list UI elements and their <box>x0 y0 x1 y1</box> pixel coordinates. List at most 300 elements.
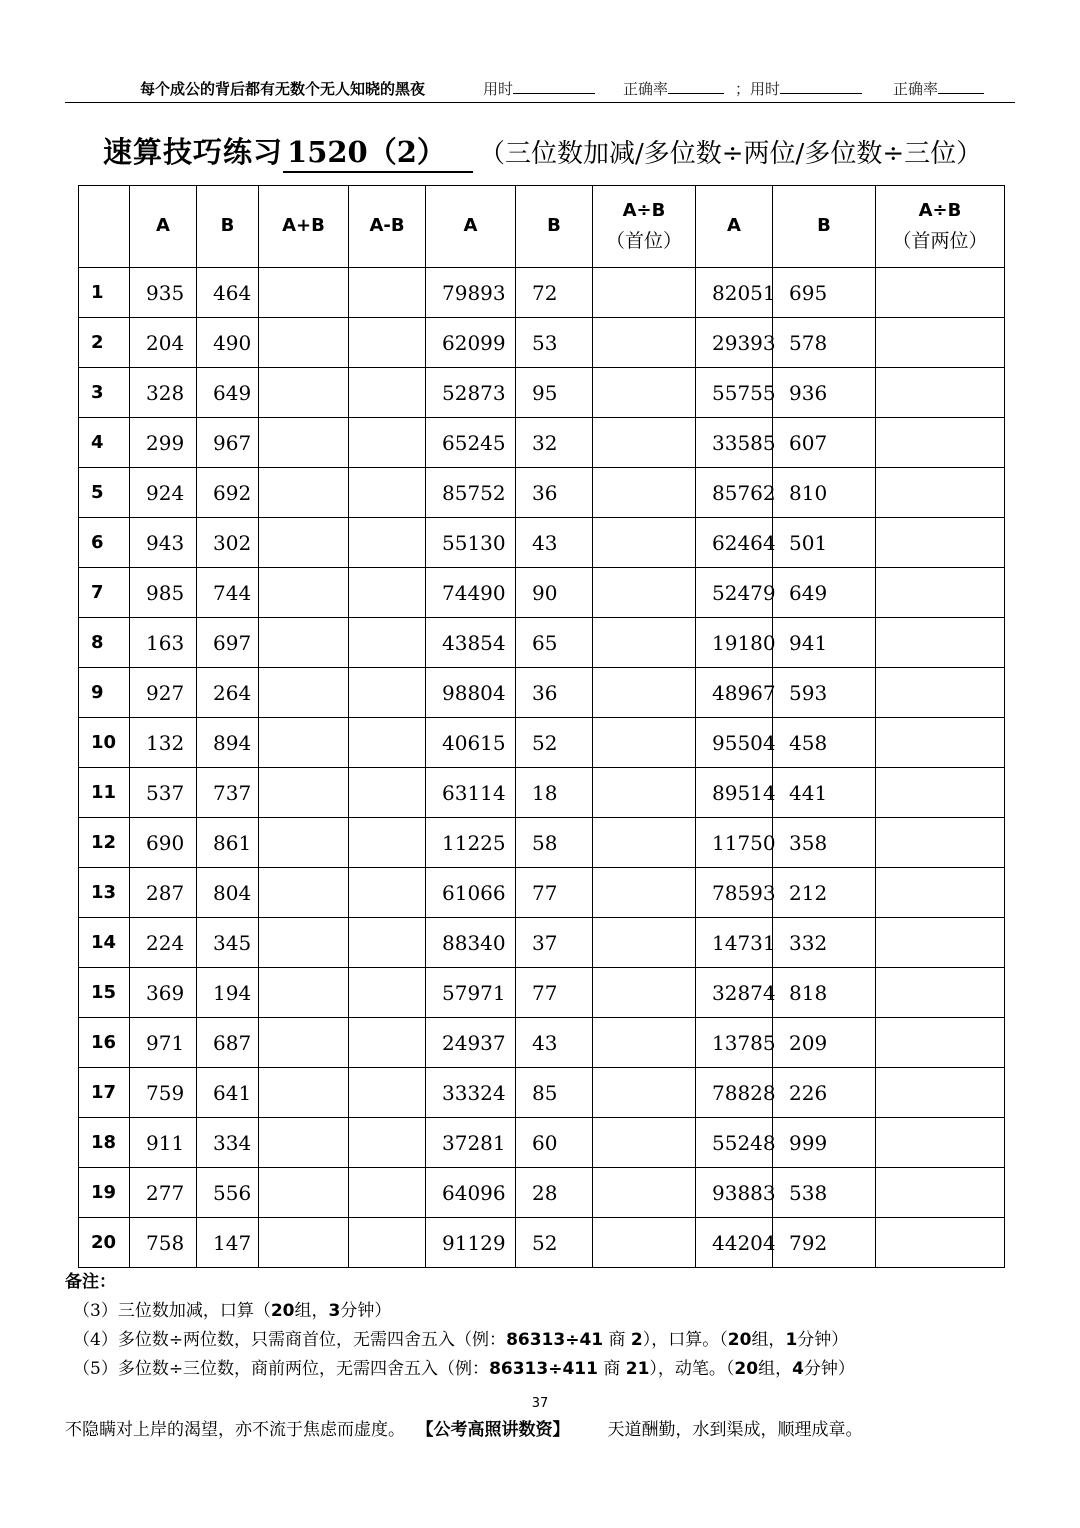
cell-b3: 441 <box>773 768 876 818</box>
accuracy-field-1 <box>623 78 724 99</box>
cell-b1: 194 <box>197 968 259 1018</box>
cell-a1: 299 <box>130 418 197 468</box>
answer-sum[interactable] <box>259 518 349 568</box>
col-header-b3: B <box>773 186 876 268</box>
cell-a3: 93883 <box>696 1168 773 1218</box>
time-field-1 <box>483 78 595 99</box>
cell-b1: 490 <box>197 318 259 368</box>
title-code: 1520（2） <box>283 130 473 173</box>
table-row <box>79 1218 1005 1268</box>
answer-div1[interactable] <box>593 1218 696 1268</box>
cell-b3: 538 <box>773 1168 876 1218</box>
cell-a1: 935 <box>130 268 197 318</box>
cell-a2: 98804 <box>426 668 516 718</box>
row-number: 8 <box>79 618 130 668</box>
cell-b1: 861 <box>197 818 259 868</box>
cell-b1: 334 <box>197 1118 259 1168</box>
answer-sum[interactable] <box>259 618 349 668</box>
note3-prefix: （3）三位数加减，口算（ <box>73 1301 271 1321</box>
cell-a2: 57971 <box>426 968 516 1018</box>
cell-b1: 744 <box>197 568 259 618</box>
page-number: 37 <box>531 1396 549 1411</box>
answer-div2[interactable] <box>876 818 1005 868</box>
table-row <box>79 668 1005 718</box>
cell-a2: 24937 <box>426 1018 516 1068</box>
cell-b1: 464 <box>197 268 259 318</box>
table-row <box>79 868 1005 918</box>
row-number: 9 <box>79 668 130 718</box>
cell-a2: 88340 <box>426 918 516 968</box>
answer-div2[interactable] <box>876 318 1005 368</box>
answer-div1[interactable] <box>593 318 696 368</box>
cell-b2: 43 <box>516 1018 593 1068</box>
answer-div1[interactable] <box>593 668 696 718</box>
cell-b3: 458 <box>773 718 876 768</box>
table-row <box>79 518 1005 568</box>
footer-brand: 【公考高照讲数资】 <box>425 1420 570 1440</box>
table-row <box>79 818 1005 868</box>
cell-b3: 358 <box>773 818 876 868</box>
cell-a1: 204 <box>130 318 197 368</box>
table-header-row <box>79 186 1005 268</box>
answer-diff[interactable] <box>349 568 426 618</box>
col-header-a2: A <box>426 186 516 268</box>
answer-sum[interactable] <box>259 918 349 968</box>
cell-a1: 911 <box>130 1118 197 1168</box>
cell-a1: 924 <box>130 468 197 518</box>
answer-div2[interactable] <box>876 1118 1005 1168</box>
cell-b2: 52 <box>516 718 593 768</box>
cell-a1: 287 <box>130 868 197 918</box>
cell-b2: 28 <box>516 1168 593 1218</box>
answer-diff[interactable] <box>349 1068 426 1118</box>
cell-b3: 212 <box>773 868 876 918</box>
cell-a2: 64096 <box>426 1168 516 1218</box>
cell-b1: 737 <box>197 768 259 818</box>
answer-diff[interactable] <box>349 268 426 318</box>
answer-sum[interactable] <box>259 318 349 368</box>
div1-note: （首位） <box>605 229 682 252</box>
col-header-sum: A+B <box>259 186 349 268</box>
cell-b2: 77 <box>516 868 593 918</box>
cell-b1: 649 <box>197 368 259 418</box>
cell-a2: 52873 <box>426 368 516 418</box>
cell-a1: 971 <box>130 1018 197 1068</box>
cell-b1: 264 <box>197 668 259 718</box>
cell-b1: 894 <box>197 718 259 768</box>
cell-a3: 55248 <box>696 1118 773 1168</box>
cell-a2: 33324 <box>426 1068 516 1118</box>
table-row <box>79 318 1005 368</box>
answer-div2[interactable] <box>876 518 1005 568</box>
note5-minutes: 4 <box>792 1359 804 1379</box>
answer-sum[interactable] <box>259 1118 349 1168</box>
cell-b3: 209 <box>773 1018 876 1068</box>
answer-div2[interactable] <box>876 618 1005 668</box>
table-row <box>79 768 1005 818</box>
note-line-3 <box>65 1297 855 1326</box>
note5-text4: 组， <box>758 1359 793 1379</box>
cell-a3: 52479 <box>696 568 773 618</box>
cell-b2: 43 <box>516 518 593 568</box>
accuracy-blank-1[interactable] <box>668 79 724 94</box>
table-row <box>79 968 1005 1018</box>
table-row <box>79 1168 1005 1218</box>
answer-diff[interactable] <box>349 418 426 468</box>
accuracy-field-2 <box>893 78 984 99</box>
answer-div2[interactable] <box>876 268 1005 318</box>
answer-diff[interactable] <box>349 1168 426 1218</box>
note3-suffix: 组， <box>294 1301 329 1321</box>
cell-b3: 941 <box>773 618 876 668</box>
cell-a2: 65245 <box>426 418 516 468</box>
answer-sum[interactable] <box>259 368 349 418</box>
cell-b2: 90 <box>516 568 593 618</box>
note4-quotient: 2 <box>630 1330 643 1350</box>
answer-div2[interactable] <box>876 918 1005 968</box>
table-row <box>79 718 1005 768</box>
answer-div1[interactable] <box>593 1018 696 1068</box>
answer-div1[interactable] <box>593 1168 696 1218</box>
answer-sum[interactable] <box>259 868 349 918</box>
answer-div1[interactable] <box>593 918 696 968</box>
cell-b3: 936 <box>773 368 876 418</box>
div2-note: （首两位） <box>892 229 988 252</box>
cell-b3: 593 <box>773 668 876 718</box>
note3-groups: 20 <box>270 1301 295 1321</box>
time-blank-1[interactable] <box>513 79 595 94</box>
cell-a1: 277 <box>130 1168 197 1218</box>
cell-a2: 40615 <box>426 718 516 768</box>
footer-right: 天道酬勤，水到渠成，顺理成章。 <box>607 1420 863 1440</box>
answer-diff[interactable] <box>349 868 426 918</box>
title-main: 速算技巧练习 <box>103 135 284 169</box>
answer-div1[interactable] <box>593 868 696 918</box>
answer-div2[interactable] <box>876 418 1005 468</box>
note-line-4 <box>65 1326 855 1355</box>
answer-div2[interactable] <box>876 768 1005 818</box>
cell-b3: 226 <box>773 1068 876 1118</box>
time-blank-2[interactable] <box>780 79 862 94</box>
answer-div2[interactable] <box>876 718 1005 768</box>
row-number: 5 <box>79 468 130 518</box>
answer-sum[interactable] <box>259 818 349 868</box>
cell-a3: 33585 <box>696 418 773 468</box>
answer-sum[interactable] <box>259 1168 349 1218</box>
answer-div2[interactable] <box>876 1218 1005 1268</box>
cell-a3: 78828 <box>696 1068 773 1118</box>
cell-b2: 18 <box>516 768 593 818</box>
cell-b2: 77 <box>516 968 593 1018</box>
answer-div1[interactable] <box>593 968 696 1018</box>
cell-a1: 943 <box>130 518 197 568</box>
answer-sum[interactable] <box>259 268 349 318</box>
answer-div1[interactable] <box>593 1068 696 1118</box>
table-row <box>79 568 1005 618</box>
note4-text2: 商 <box>608 1330 626 1350</box>
note4-text3: ），口算。（ <box>642 1330 728 1350</box>
col-header-a1: A <box>130 186 197 268</box>
cell-b1: 147 <box>197 1218 259 1268</box>
answer-sum[interactable] <box>259 968 349 1018</box>
cell-a3: 13785 <box>696 1018 773 1068</box>
cell-b2: 36 <box>516 668 593 718</box>
answer-div2[interactable] <box>876 1168 1005 1218</box>
cell-b1: 697 <box>197 618 259 668</box>
table-row <box>79 618 1005 668</box>
row-number: 7 <box>79 568 130 618</box>
answer-sum[interactable] <box>259 1018 349 1068</box>
cell-b2: 72 <box>516 268 593 318</box>
cell-b2: 85 <box>516 1068 593 1118</box>
cell-a2: 55130 <box>426 518 516 568</box>
table-row <box>79 1068 1005 1118</box>
col-header-index <box>79 186 130 268</box>
cell-a2: 43854 <box>426 618 516 668</box>
cell-a3: 78593 <box>696 868 773 918</box>
cell-a1: 758 <box>130 1218 197 1268</box>
cell-a3: 85762 <box>696 468 773 518</box>
note-line-5 <box>65 1355 855 1384</box>
answer-diff[interactable] <box>349 468 426 518</box>
answer-div1[interactable] <box>593 418 696 468</box>
answer-div1[interactable] <box>593 568 696 618</box>
cell-a3: 32874 <box>696 968 773 1018</box>
answer-sum[interactable] <box>259 718 349 768</box>
note5-end: 分钟） <box>803 1359 855 1379</box>
cell-b2: 37 <box>516 918 593 968</box>
table-row <box>79 468 1005 518</box>
cell-b1: 302 <box>197 518 259 568</box>
answer-sum[interactable] <box>259 1068 349 1118</box>
table-row <box>79 268 1005 318</box>
row-number: 10 <box>79 718 130 768</box>
cell-a2: 79893 <box>426 268 516 318</box>
cell-a1: 224 <box>130 918 197 968</box>
cell-a3: 48967 <box>696 668 773 718</box>
note5-text2: 商 <box>603 1359 621 1379</box>
answer-diff[interactable] <box>349 1018 426 1068</box>
cell-b3: 607 <box>773 418 876 468</box>
time-label-2: 用时 <box>750 80 781 98</box>
col-header-diff: A-B <box>349 186 426 268</box>
answer-div1[interactable] <box>593 818 696 868</box>
practice-table <box>78 185 1005 1268</box>
col-header-b1: B <box>197 186 259 268</box>
row-number: 13 <box>79 868 130 918</box>
note5-text3: ），动笔。（ <box>649 1359 735 1379</box>
page-footer <box>65 1415 863 1440</box>
answer-div2[interactable] <box>876 568 1005 618</box>
note4-groups: 20 <box>727 1330 752 1350</box>
header-separator: ； <box>735 80 751 98</box>
answer-diff[interactable] <box>349 718 426 768</box>
cell-a2: 62099 <box>426 318 516 368</box>
div1-label: A÷B <box>622 199 666 221</box>
row-number: 6 <box>79 518 130 568</box>
cell-b3: 810 <box>773 468 876 518</box>
cell-b1: 967 <box>197 418 259 468</box>
answer-diff[interactable] <box>349 918 426 968</box>
table-row <box>79 1118 1005 1168</box>
accuracy-blank-2[interactable] <box>938 79 984 94</box>
row-number: 2 <box>79 318 130 368</box>
accuracy-label-2: 正确率 <box>893 80 939 98</box>
note4-end: 分钟） <box>797 1330 849 1350</box>
answer-div2[interactable] <box>876 1018 1005 1068</box>
note4-text1: （4）多位数÷两位数，只需商首位，无需四舍五入（例： <box>73 1330 507 1350</box>
col-header-a3: A <box>696 186 773 268</box>
cell-a2: 61066 <box>426 868 516 918</box>
col-header-div2 <box>876 186 1005 268</box>
row-number: 4 <box>79 418 130 468</box>
row-number: 14 <box>79 918 130 968</box>
answer-diff[interactable] <box>349 368 426 418</box>
note5-example: 86313÷411 <box>489 1359 598 1379</box>
cell-b3: 649 <box>773 568 876 618</box>
cell-a3: 55755 <box>696 368 773 418</box>
cell-b3: 818 <box>773 968 876 1018</box>
row-number: 1 <box>79 268 130 318</box>
answer-diff[interactable] <box>349 518 426 568</box>
answer-div2[interactable] <box>876 368 1005 418</box>
cell-b1: 556 <box>197 1168 259 1218</box>
row-number: 12 <box>79 818 130 868</box>
answer-sum[interactable] <box>259 668 349 718</box>
cell-a2: 85752 <box>426 468 516 518</box>
answer-div2[interactable] <box>876 1068 1005 1118</box>
answer-sum[interactable] <box>259 568 349 618</box>
answer-div1[interactable] <box>593 518 696 568</box>
answer-div1[interactable] <box>593 618 696 668</box>
note5-quotient: 21 <box>625 1359 650 1379</box>
table-row <box>79 368 1005 418</box>
row-number: 20 <box>79 1218 130 1268</box>
cell-a2: 63114 <box>426 768 516 818</box>
cell-a1: 927 <box>130 668 197 718</box>
note4-example: 86313÷41 <box>506 1330 604 1350</box>
note4-minutes: 1 <box>785 1330 798 1350</box>
answer-diff[interactable] <box>349 968 426 1018</box>
answer-div1[interactable] <box>593 268 696 318</box>
cell-b3: 792 <box>773 1218 876 1268</box>
answer-sum[interactable] <box>259 768 349 818</box>
answer-sum[interactable] <box>259 468 349 518</box>
cell-a3: 89514 <box>696 768 773 818</box>
answer-div2[interactable] <box>876 968 1005 1018</box>
answer-diff[interactable] <box>349 668 426 718</box>
cell-b1: 345 <box>197 918 259 968</box>
col-header-div1 <box>593 186 696 268</box>
cell-b3: 578 <box>773 318 876 368</box>
answer-div1[interactable] <box>593 1118 696 1168</box>
table-row <box>79 1018 1005 1068</box>
cell-b1: 692 <box>197 468 259 518</box>
row-number: 11 <box>79 768 130 818</box>
cell-b3: 501 <box>773 518 876 568</box>
cell-a1: 328 <box>130 368 197 418</box>
cell-a3: 29393 <box>696 318 773 368</box>
answer-div1[interactable] <box>593 468 696 518</box>
cell-a3: 44204 <box>696 1218 773 1268</box>
footer-left: 不隐瞒对上岸的渴望，亦不流于焦虑而虚度。 <box>65 1420 405 1440</box>
cell-b2: 58 <box>516 818 593 868</box>
cell-a1: 537 <box>130 768 197 818</box>
cell-b3: 695 <box>773 268 876 318</box>
note3-minutes: 3 <box>328 1301 341 1321</box>
answer-diff[interactable] <box>349 1218 426 1268</box>
cell-a2: 74490 <box>426 568 516 618</box>
answer-diff[interactable] <box>349 618 426 668</box>
cell-b2: 95 <box>516 368 593 418</box>
answer-sum[interactable] <box>259 1218 349 1268</box>
cell-b1: 804 <box>197 868 259 918</box>
table-row <box>79 918 1005 968</box>
notes-section <box>65 1268 855 1384</box>
note3-end: 分钟） <box>340 1301 392 1321</box>
answer-div2[interactable] <box>876 868 1005 918</box>
div2-label: A÷B <box>918 199 962 221</box>
row-number: 18 <box>79 1118 130 1168</box>
cell-a3: 62464 <box>696 518 773 568</box>
answer-sum[interactable] <box>259 418 349 468</box>
cell-b2: 53 <box>516 318 593 368</box>
cell-a3: 11750 <box>696 818 773 868</box>
answer-diff[interactable] <box>349 1118 426 1168</box>
answer-div2[interactable] <box>876 468 1005 518</box>
cell-b2: 52 <box>516 1218 593 1268</box>
cell-a3: 19180 <box>696 618 773 668</box>
answer-div2[interactable] <box>876 668 1005 718</box>
notes-label: 备注： <box>65 1272 116 1292</box>
note5-text1: （5）多位数÷三位数，商前两位，无需四舍五入（例： <box>73 1359 490 1379</box>
cell-b2: 32 <box>516 418 593 468</box>
answer-div1[interactable] <box>593 368 696 418</box>
answer-diff[interactable] <box>349 768 426 818</box>
note5-groups: 20 <box>734 1359 759 1379</box>
answer-div1[interactable] <box>593 768 696 818</box>
row-number: 16 <box>79 1018 130 1068</box>
cell-a2: 11225 <box>426 818 516 868</box>
table-row <box>79 418 1005 468</box>
page-header <box>65 72 1015 103</box>
answer-diff[interactable] <box>349 818 426 868</box>
cell-a1: 163 <box>130 618 197 668</box>
header-motto: 每个成公的背后都有无数个无人知晓的黑夜 <box>140 80 426 98</box>
row-number: 15 <box>79 968 130 1018</box>
cell-b2: 65 <box>516 618 593 668</box>
cell-b2: 36 <box>516 468 593 518</box>
cell-a2: 91129 <box>426 1218 516 1268</box>
cell-a1: 759 <box>130 1068 197 1118</box>
cell-a2: 37281 <box>426 1118 516 1168</box>
row-number: 17 <box>79 1068 130 1118</box>
cell-a1: 690 <box>130 818 197 868</box>
cell-b1: 687 <box>197 1018 259 1068</box>
cell-b2: 60 <box>516 1118 593 1168</box>
cell-a3: 14731 <box>696 918 773 968</box>
title-subtitle: （三位数加减/多位数÷两位/多位数÷三位） <box>479 139 983 169</box>
accuracy-label-1: 正确率 <box>623 80 669 98</box>
cell-a1: 985 <box>130 568 197 618</box>
note4-text4: 组， <box>751 1330 786 1350</box>
time-label-1: 用时 <box>483 80 514 98</box>
answer-div1[interactable] <box>593 718 696 768</box>
cell-a1: 369 <box>130 968 197 1018</box>
answer-diff[interactable] <box>349 318 426 368</box>
col-header-b2: B <box>516 186 593 268</box>
cell-a3: 95504 <box>696 718 773 768</box>
